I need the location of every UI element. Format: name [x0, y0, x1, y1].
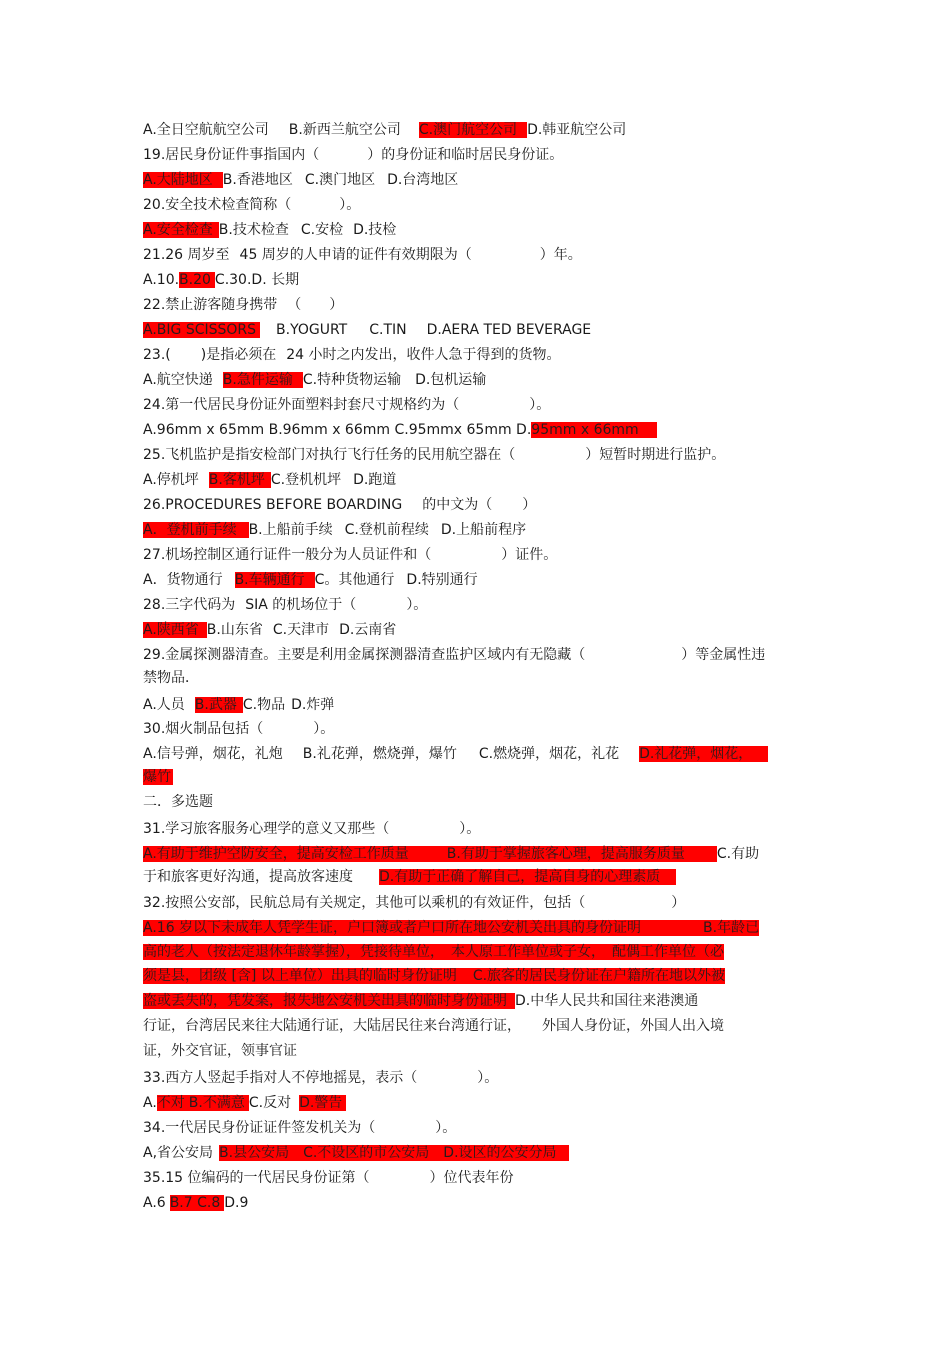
q21-stem — [143, 245, 808, 265]
q23-stem — [143, 345, 808, 365]
q28-stem — [143, 595, 808, 615]
q25-options — [143, 470, 808, 490]
q32-option-c-answer-cont: 盗或丢失的，凭发案，报失地公安机关出具的临时身份证明 — [143, 993, 515, 1009]
q24-option-d-answer: 95mm x 66mm — [531, 422, 656, 438]
q21-option-cd: C.30.D. 长期 — [214, 272, 300, 288]
q31-option-b-answer: B.有助于掌握旅客心理，提高服务质量 — [447, 846, 717, 862]
q31-option-c-cont: 于和旅客更好沟通，提高放客速度 — [143, 869, 353, 885]
q32-line-2 — [143, 942, 808, 962]
q32-option-b-answer-cont: 高的老人（按法定退休年龄掌握），凭接待单位， 本人原工作单位或子女， 配偶工作单位（必 — [143, 944, 724, 960]
q18-option-c-answer: C.澳门航空公司 — [419, 122, 527, 138]
q30-options — [143, 744, 808, 764]
q31-option-d-answer: D.有助于正确了解自己，提高自身的心理素质 — [379, 869, 676, 885]
q33-stem-end: ）。 — [477, 1070, 499, 1086]
q29-option-d: D.炸弹 — [291, 697, 335, 713]
q20-option-d: D.技检 — [353, 222, 397, 238]
q29-options — [143, 695, 808, 715]
q20-option-b: B.技术检查 — [218, 222, 289, 238]
q28-stem-mid: SIA 的机场位于（ — [245, 597, 357, 613]
q30-option-c: C.燃烧弹，烟花，礼花 — [478, 746, 620, 762]
q29-option-c: C.物品 — [242, 697, 286, 713]
q25-stem-end: ）短暂时期进行监护。 — [585, 447, 726, 463]
q23-option-b-answer: B.急件运输 — [223, 372, 303, 388]
q34-stem — [143, 1118, 808, 1138]
q25-option-b-answer: B.客机坪 — [209, 472, 271, 488]
q22-option-a-answer: A.BIG SCISSORS — [143, 322, 260, 338]
q30-stem-text: 30.烟火制品包括（ — [143, 721, 264, 737]
q29-stem-end: ）等金属性违 — [681, 647, 766, 663]
q32-option-b-answer: B.年龄已 — [703, 920, 760, 936]
q22-option-b: B.YOGURT — [276, 322, 348, 338]
q20-options — [143, 220, 808, 240]
q26-stem-end: 的中文为（ — [422, 497, 493, 513]
q23-options — [143, 370, 808, 390]
q30-option-b: B.礼花弹，燃烧弹，爆竹 — [302, 746, 457, 762]
q23-option-d: D.包机运输 — [415, 372, 487, 388]
q26-option-d: D.上船前程序 — [440, 522, 527, 538]
q29-option-a: A.人员 — [143, 697, 185, 713]
q32-option-b-answer-end: 须是县，团级 [含] 以上单位）出具的临时身份证明 — [143, 968, 473, 984]
q19-stem — [143, 145, 808, 165]
q20-option-a-answer: A.安全检查 — [143, 222, 219, 238]
q23-option-a: A.航空快递 — [143, 372, 213, 388]
q29-stem — [143, 645, 808, 665]
q30-options-line2 — [143, 767, 808, 787]
q26-stem-close: ） — [522, 497, 537, 513]
q33-stem — [143, 1068, 808, 1088]
q19-options — [143, 170, 808, 190]
q33-option-a-answer: 不对 — [157, 1095, 189, 1111]
q30-option-a: A.信号弹，烟花，礼炮 — [143, 746, 283, 762]
q20-stem-text: 20.安全技术检查简称（ — [143, 197, 292, 213]
q24-stem-end: ）。 — [529, 397, 551, 413]
q23-stem-text: 23.( — [143, 347, 171, 363]
q32-option-a-answer: A.16 岁以下未成年人凭学生证，户口簿或者户口所在地公安机关出具的身份证明 — [143, 920, 703, 936]
q22-option-c: C.TIN — [369, 322, 407, 338]
q31-option-c: C.有助 — [716, 846, 760, 862]
q31-options-line2 — [143, 867, 808, 887]
q28-stem-text: 28.三字代码为 — [143, 597, 236, 613]
q33-option-c: C.反对 — [248, 1095, 292, 1111]
q32-line-6 — [143, 1041, 808, 1061]
q28-option-b: B.山东省 — [206, 622, 263, 638]
q22-stem-end: （ ） — [287, 297, 344, 313]
q32-option-d: D.中华人民共和国往来港澳通 — [515, 993, 699, 1009]
q21-option-b-answer: B.20 — [179, 272, 215, 288]
q29-option-b-answer: B.武器 — [195, 697, 243, 713]
q29-stem-text: 29.金属探测器清查。主要是利用金属探测器清查监护区域内有无隐藏（ — [143, 647, 586, 663]
q28-option-d: D.云南省 — [339, 622, 397, 638]
q32-option-c-answer: C.旅客的居民身份证在户籍所在地以外被 — [472, 968, 726, 984]
q19-stem-end: ）的身份证和临时居民身份证。 — [367, 147, 564, 163]
q25-stem — [143, 445, 808, 465]
q31-stem-end: ）。 — [459, 821, 481, 837]
q30-option-d-answer: D.礼花弹，烟花， — [639, 746, 768, 762]
q24-option-abc: A.96mm x 65mm B.96mm x 66mm C.95mmx 65mm D. — [143, 422, 532, 438]
q18-option-d: D.韩亚航空公司 — [527, 122, 627, 138]
q24-options — [143, 420, 808, 440]
q28-option-a-answer: A.陕西省 — [143, 622, 207, 638]
q33-option-d-answer: D.警告 — [299, 1095, 346, 1111]
q32-line-1 — [143, 918, 808, 938]
q32-line-3 — [143, 966, 808, 986]
q27-option-a: A．货物通行 — [143, 572, 223, 588]
q33-option-b-answer: B.不满意 — [189, 1095, 249, 1111]
q18-option-a: A.全日空航航空公司 — [143, 122, 269, 138]
q19-stem-text: 19.居民身份证件事指国内（ — [143, 147, 320, 163]
q32-option-d-end: 证，外交官证，领事官证 — [143, 1043, 297, 1059]
q32-stem-text: 32.按照公安部，民航总局有关规定，其他可以乘机的有效证件，包括（ — [143, 895, 586, 911]
q32-stem-end: ） — [671, 895, 686, 911]
q34-stem-text: 34.一代居民身份证证件签发机关为（ — [143, 1120, 376, 1136]
q34-option-bcd-answer: B.县公安局 C.不设区的市公安局 D.设区的公安分局 — [219, 1145, 569, 1161]
q25-option-d: D.跑道 — [353, 472, 397, 488]
q27-stem-text: 27.机场控制区通行证件一般分为人员证件和（ — [143, 547, 432, 563]
q32-line-5 — [143, 1016, 808, 1036]
q31-stem — [143, 819, 808, 839]
q22-stem-text: 22.禁止游客随身携带 — [143, 297, 278, 313]
q31-stem-text: 31.学习旅客服务心理学的意义又那些（ — [143, 821, 390, 837]
q21-stem-mid: 45 周岁的人申请的证件有效期限为（ — [239, 247, 472, 263]
q19-option-d: D.台湾地区 — [387, 172, 459, 188]
q35-stem-end: ）位代表年份 — [429, 1170, 514, 1186]
q34-option-a: A,省公安局 — [143, 1145, 214, 1161]
q25-option-a: A.停机坪 — [143, 472, 199, 488]
q27-options — [143, 570, 808, 590]
q31-option-a-answer: A.有助于维护空防安全，提高安检工作质量 — [143, 846, 447, 862]
q19-option-b: B.香港地区 — [222, 172, 293, 188]
q25-option-c: C.登机机坪 — [270, 472, 342, 488]
q32-option-d-cont: 行证，台湾居民来往大陆通行证，大陆居民往来台湾通行证， 外国人身份证，外国人出入境 — [143, 1018, 724, 1034]
q35-options — [143, 1193, 808, 1213]
q23-stem-end: )是指必须在 — [200, 347, 277, 363]
q35-stem — [143, 1168, 808, 1188]
q26-option-a-answer: A．登机前手续 — [143, 522, 249, 538]
q21-stem-text: 21.26 周岁至 — [143, 247, 230, 263]
q33-options — [143, 1093, 808, 1113]
q18-option-b: B.新西兰航空公司 — [288, 122, 401, 138]
q28-stem-end: ）。 — [406, 597, 428, 613]
q22-options — [143, 320, 808, 340]
q27-stem — [143, 545, 808, 565]
q25-stem-text: 25.飞机监护是指安检部门对执行飞行任务的民用航空器在（ — [143, 447, 516, 463]
q29-stem-line2-text: 禁物品． — [143, 670, 199, 686]
q26-option-c: C.登机前程续 — [344, 522, 429, 538]
q26-option-b: B.上船前手续 — [248, 522, 333, 538]
q26-options — [143, 520, 808, 540]
q27-option-d: D.特别通行 — [406, 572, 478, 588]
q21-options — [143, 270, 808, 290]
q22-stem — [143, 295, 808, 315]
q29-stem-line2 — [143, 668, 808, 688]
q34-stem-end: ）。 — [435, 1120, 457, 1136]
q30-option-d-answer-cont: 爆竹 — [143, 769, 171, 785]
q20-stem — [143, 195, 808, 215]
q18-options — [143, 120, 808, 140]
q27-option-b-answer: B.车辆通行 — [235, 572, 315, 588]
q27-stem-end: ）证件。 — [501, 547, 558, 563]
q24-stem-text: 24.第一代居民身份证外面塑料封套尺寸规格约为（ — [143, 397, 460, 413]
q24-stem — [143, 395, 808, 415]
q23-stem-mid: 24 小时之内发出，收件人急于得到的货物。 — [286, 347, 561, 363]
q28-options — [143, 620, 808, 640]
q20-option-c: C.安检 — [300, 222, 344, 238]
q35-option-bc-answer: B.7 C.8 — [170, 1195, 225, 1211]
q33-option-a-prefix: A. — [143, 1095, 157, 1111]
q20-stem-end: ）。 — [339, 197, 361, 213]
q27-option-c: C。其他通行 — [314, 572, 395, 588]
q23-option-c: C.特种货物运输 — [302, 372, 402, 388]
q32-line-4 — [143, 991, 808, 1011]
q31-options — [143, 844, 808, 864]
q35-option-a: A.6 — [143, 1195, 166, 1211]
q30-stem — [143, 719, 808, 739]
q21-option-a: A.10. — [143, 272, 180, 288]
q26-stem — [143, 495, 808, 515]
q19-option-a-answer: A.大陆地区 — [143, 172, 223, 188]
q33-stem-text: 33.西方人竖起手指对人不停地摇晃，表示（ — [143, 1070, 418, 1086]
q21-stem-end: ）年。 — [539, 247, 582, 263]
q30-stem-end: ）。 — [313, 721, 335, 737]
q35-option-d: D.9 — [224, 1195, 249, 1211]
q28-option-c: C.天津市 — [272, 622, 330, 638]
q19-option-c: C.澳门地区 — [304, 172, 376, 188]
q35-stem-text: 35.15 位编码的一代居民身份证第（ — [143, 1170, 370, 1186]
section-heading-multiple-choice: 二．多选题 — [143, 794, 213, 810]
q26-stem-text: 26.PROCEDURES BEFORE BOARDING — [143, 497, 403, 513]
q32-stem — [143, 893, 808, 913]
q34-options — [143, 1143, 808, 1163]
q22-option-d: D.AERA TED BEVERAGE — [426, 322, 592, 338]
